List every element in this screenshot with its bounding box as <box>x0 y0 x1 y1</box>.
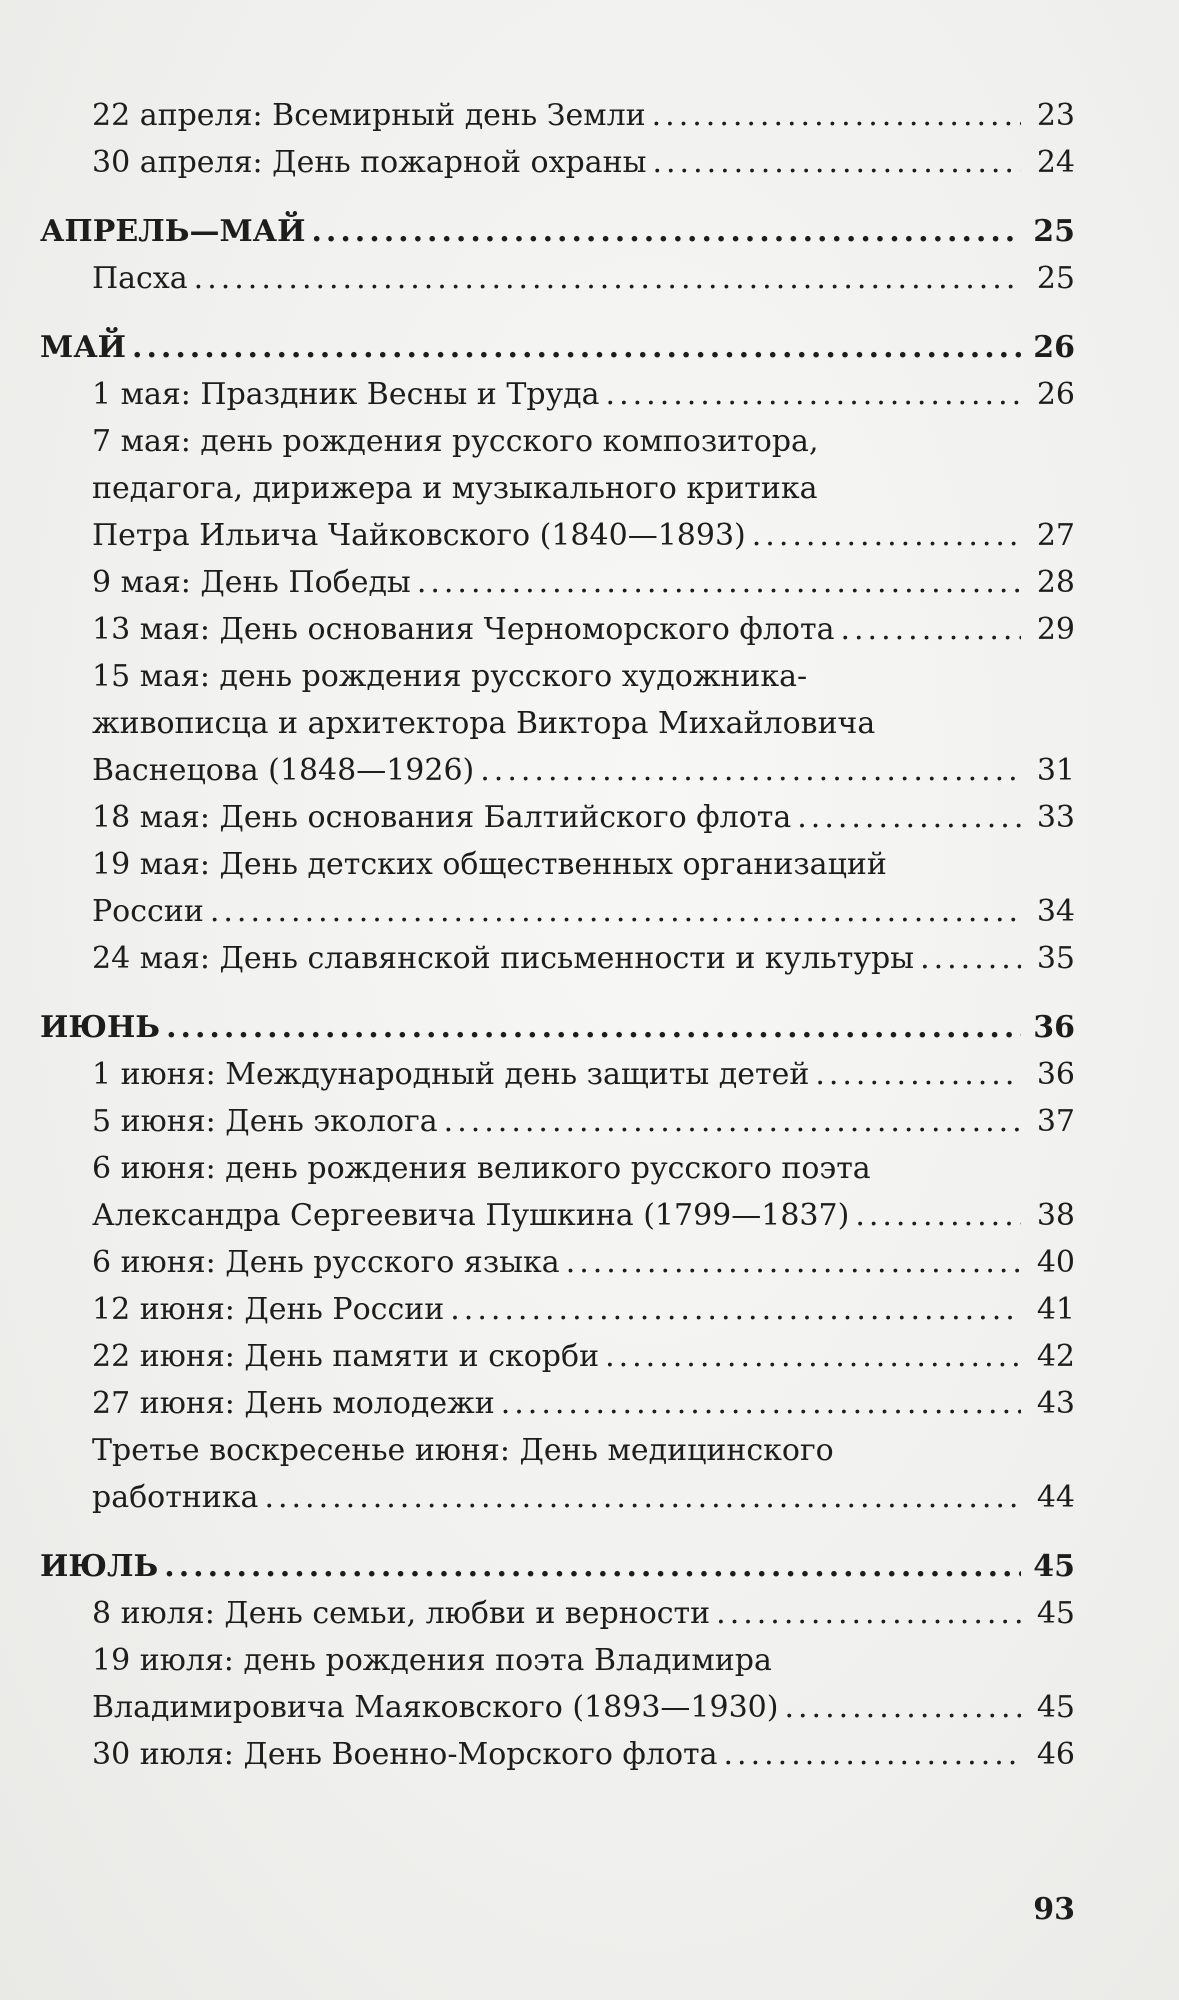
toc-page-number: 42 <box>1036 1339 1075 1374</box>
toc-entry <box>40 1333 1075 1380</box>
toc-entry <box>40 747 1075 794</box>
toc-entry <box>40 606 1075 653</box>
toc-entry-line <box>40 1145 1075 1192</box>
toc-entry-text: 22 июня: День памяти и скорби <box>92 1339 600 1374</box>
toc-entry-text: 12 июня: День России <box>92 1292 445 1327</box>
dot-leaders <box>840 606 1021 653</box>
toc-entry <box>40 1098 1075 1145</box>
toc-entry-text: 7 мая: день рождения русского композитора, <box>92 424 819 459</box>
toc-page-number: 27 <box>1036 518 1075 553</box>
toc-page-number: 36 <box>1033 1010 1075 1045</box>
toc-entry-text: России <box>92 894 204 929</box>
toc-entry <box>40 1731 1075 1778</box>
toc-entry-line <box>40 1427 1075 1474</box>
toc-entry-text: работника <box>92 1480 259 1515</box>
toc-page-number: 35 <box>1036 941 1075 976</box>
toc-page-number: 41 <box>1036 1292 1075 1327</box>
dot-leaders <box>450 1286 1021 1333</box>
toc-page-number: 28 <box>1036 565 1075 600</box>
toc-entry-text: 6 июня: День русского языка <box>92 1245 560 1280</box>
toc-entry <box>40 139 1075 186</box>
toc-entry <box>40 512 1075 559</box>
toc-entry <box>40 92 1075 139</box>
dot-leaders <box>606 371 1021 418</box>
toc-chapter-title: МАЙ <box>40 330 126 365</box>
page-number: 93 <box>1033 1892 1075 1927</box>
toc-entry-text: Александра Сергеевича Пушкина (1799—1837) <box>92 1198 850 1233</box>
toc-entry <box>40 371 1075 418</box>
toc-entry-text: педагога, дирижера и музыкального критика <box>92 471 818 506</box>
toc-page-number: 25 <box>1033 214 1075 249</box>
toc-chapter <box>40 1004 1075 1051</box>
toc-chapter-title: АПРЕЛЬ—МАЙ <box>40 214 306 249</box>
toc-entry-line <box>40 418 1075 465</box>
dot-leaders <box>417 559 1021 606</box>
dot-leaders <box>501 1380 1021 1427</box>
toc-page-number: 33 <box>1036 800 1075 835</box>
toc-page-number: 43 <box>1036 1386 1075 1421</box>
toc-entry <box>40 935 1075 982</box>
toc-page-number: 29 <box>1036 612 1075 647</box>
toc-page-number: 38 <box>1036 1198 1075 1233</box>
toc-entry-text: 19 мая: День детских общественных организаций <box>92 847 887 882</box>
toc-entry-line <box>40 700 1075 747</box>
toc-entry-text: 9 мая: День Победы <box>92 565 411 600</box>
toc-entry-text: 30 апреля: День пожарной охраны <box>92 145 647 180</box>
dot-leaders <box>855 1192 1021 1239</box>
toc-entry-text: 13 мая: День основания Черноморского флота <box>92 612 835 647</box>
toc-entry <box>40 888 1075 935</box>
toc-page-number: 45 <box>1033 1549 1075 1584</box>
dot-leaders <box>605 1333 1021 1380</box>
toc-entry-text: 1 мая: Праздник Весны и Труда <box>92 377 600 412</box>
toc-entry-text: Третье воскресенье июня: День медицинского <box>92 1433 834 1468</box>
toc-chapter-title: ИЮЛЬ <box>40 1549 159 1584</box>
toc-entry <box>40 794 1075 841</box>
dot-leaders <box>164 1543 1021 1590</box>
dot-leaders <box>444 1098 1021 1145</box>
toc-entry-text: Петра Ильича Чайковского (1840—1893) <box>92 518 746 553</box>
dot-leaders <box>166 1004 1021 1051</box>
dot-leaders <box>311 208 1021 255</box>
toc-chapter <box>40 324 1075 371</box>
toc-entry <box>40 1051 1075 1098</box>
toc-page-number: 26 <box>1036 377 1075 412</box>
toc-entry-text: 8 июля: День семьи, любви и верности <box>92 1596 711 1631</box>
dot-leaders <box>920 935 1021 982</box>
toc-entry <box>40 559 1075 606</box>
toc-entry-text: Васнецова (1848—1926) <box>92 753 475 788</box>
toc-page-number: 45 <box>1036 1690 1075 1725</box>
toc-entry <box>40 255 1075 302</box>
toc-entry-text: 19 июля: день рождения поэта Владимира <box>92 1643 772 1678</box>
table-of-contents <box>40 92 1075 1778</box>
dot-leaders <box>264 1474 1021 1521</box>
toc-entry-text: 1 июня: Международный день защиты детей <box>92 1057 810 1092</box>
toc-page-number: 37 <box>1036 1104 1075 1139</box>
toc-entry-line <box>40 1637 1075 1684</box>
toc-entry-text: живописца и архитектора Виктора Михайловича <box>92 706 876 741</box>
dot-leaders <box>784 1684 1021 1731</box>
toc-entry-line <box>40 653 1075 700</box>
dot-leaders <box>752 512 1021 559</box>
toc-page-number: 31 <box>1036 753 1075 788</box>
toc-page-number: 34 <box>1036 894 1075 929</box>
toc-entry-text: 15 мая: день рождения русского художника- <box>92 659 808 694</box>
dot-leaders <box>480 747 1021 794</box>
toc-entry-text: 22 апреля: Всемирный день Земли <box>92 98 646 133</box>
toc-entry-text: 30 июля: День Военно-Морского флота <box>92 1737 718 1772</box>
toc-chapter-title: ИЮНЬ <box>40 1010 161 1045</box>
toc-page-number: 26 <box>1033 330 1075 365</box>
toc-entry-text: 18 мая: День основания Балтийского флота <box>92 800 792 835</box>
toc-page-number: 36 <box>1036 1057 1075 1092</box>
toc-entry-text: 27 июня: День молодежи <box>92 1386 495 1421</box>
toc-entry <box>40 1192 1075 1239</box>
dot-leaders <box>716 1590 1021 1637</box>
dot-leaders <box>652 92 1021 139</box>
toc-entry <box>40 1286 1075 1333</box>
dot-leaders <box>132 324 1021 371</box>
toc-entry-text: Владимировича Маяковского (1893—1930) <box>92 1690 779 1725</box>
dot-leaders <box>210 888 1021 935</box>
toc-entry-text: 6 июня: день рождения великого русского поэта <box>92 1151 871 1186</box>
toc-page-number: 24 <box>1036 145 1075 180</box>
dot-leaders <box>724 1731 1021 1778</box>
toc-page-number: 25 <box>1036 261 1075 296</box>
toc-entry-text: 5 июня: День эколога <box>92 1104 438 1139</box>
toc-entry-text: Пасха <box>92 261 188 296</box>
toc-chapter <box>40 208 1075 255</box>
dot-leaders <box>652 139 1021 186</box>
toc-entry <box>40 1474 1075 1521</box>
toc-page-number: 46 <box>1036 1737 1075 1772</box>
toc-page-number: 45 <box>1036 1596 1075 1631</box>
toc-entry <box>40 1380 1075 1427</box>
toc-entry <box>40 1684 1075 1731</box>
toc-entry <box>40 1239 1075 1286</box>
dot-leaders <box>797 794 1021 841</box>
dot-leaders <box>815 1051 1021 1098</box>
toc-page-number: 23 <box>1036 98 1075 133</box>
toc-page-number: 44 <box>1036 1480 1075 1515</box>
toc-chapter <box>40 1543 1075 1590</box>
toc-entry-line <box>40 465 1075 512</box>
dot-leaders <box>566 1239 1021 1286</box>
toc-entry-text: 24 мая: День славянской письменности и культуры <box>92 941 915 976</box>
toc-page-number: 40 <box>1036 1245 1075 1280</box>
dot-leaders <box>194 255 1021 302</box>
toc-entry-line <box>40 841 1075 888</box>
toc-entry <box>40 1590 1075 1637</box>
